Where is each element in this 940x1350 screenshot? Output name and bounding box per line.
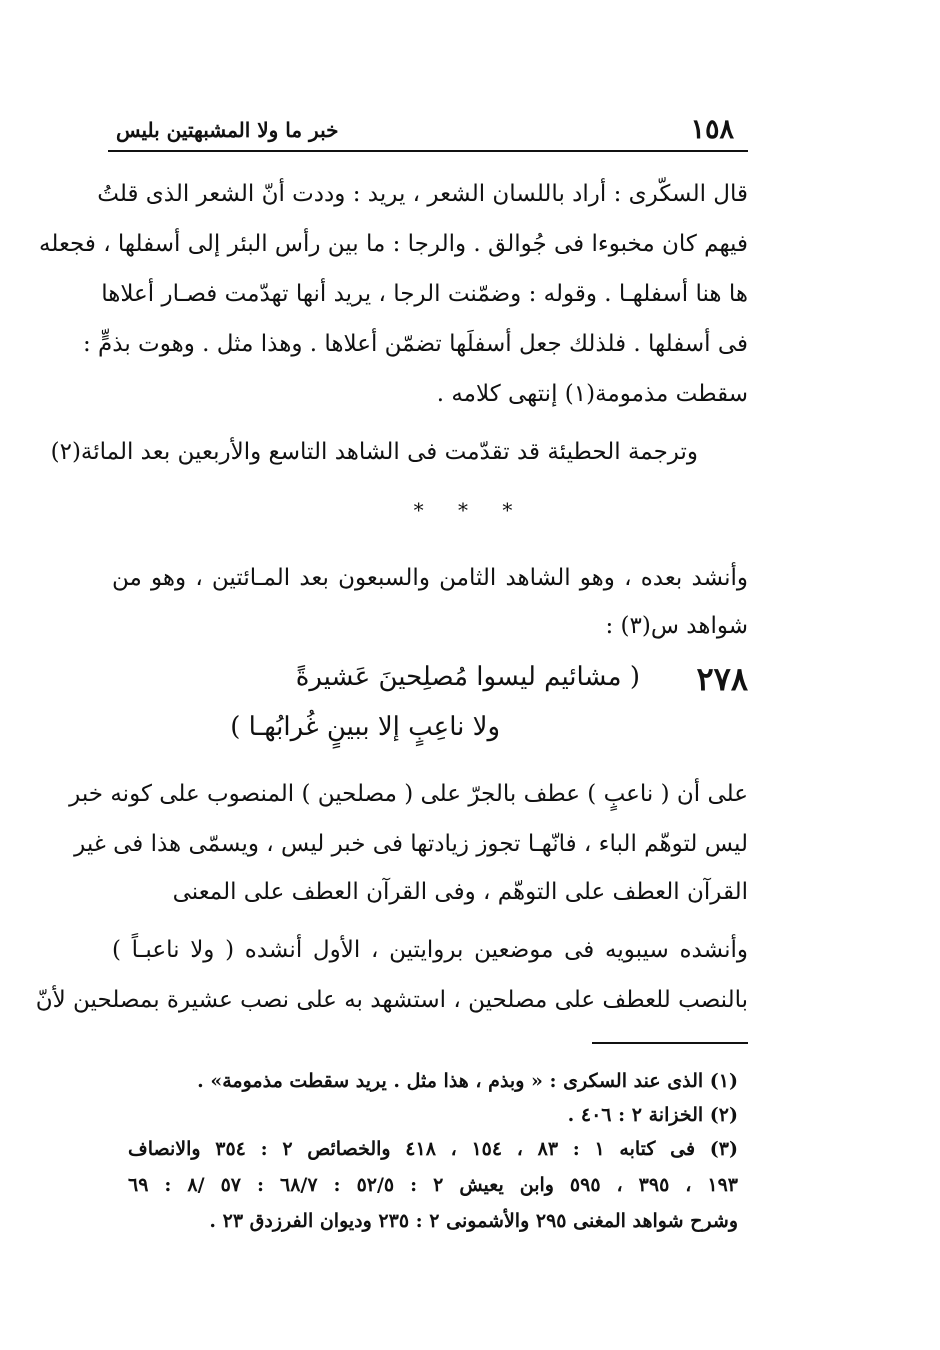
page-number: ١٥٨ [690, 114, 734, 145]
body-line: على أن ( ناعبٍ ) عطف بالجرّ على ( مصلحين ) المنصوب على كونه خبر [69, 781, 748, 807]
body-line: بالنصب للعطف على مصلحين ، استشهد به على نصب عشيرة بمصلحين لأنّ [35, 987, 748, 1013]
body-line: وأنشده سيبويه فى موضعين بروايتين ، الأول أنشده ( ولا ناعبـاً ) [112, 937, 748, 963]
verse-line-1: ( مشائيم ليسوا مُصلِحينَ عَشيرةً [295, 662, 640, 692]
body-line: ها هنا أسفلهـا . وقوله : وضمّنت الرجا ، يريد أنها تهدّمت فصـار أعلاها [101, 281, 748, 307]
header-rule [108, 150, 748, 152]
verse-number: ٢٧٨ [696, 660, 748, 698]
body-line: وأنشد بعده ، وهو الشاهد الثامن والسبعون بعد المـائتين ، وهو من [112, 565, 748, 591]
body-line: سقطت مذمومة(١) إنتهى كلامه . [436, 381, 748, 407]
body-line: شواهد س(٣) : [605, 613, 748, 639]
section-separator: * * * [413, 498, 527, 522]
body-line: فى أسفلها . فلذلك جعل أسفلَها تضمّن أعلاها . وهذا مثل . وهوت بذمٍّ : [82, 331, 748, 357]
body-line: قال السكّرى : أراد باللسان الشعر ، يريد : وددت أنّ الشعر الذى قلتُ [97, 181, 748, 207]
body-line: فيهم كان مخبوءا فى جُوالق . والرجا : ما بين رأس البئر إلى أسفلها ، فجعله [39, 231, 748, 257]
body-line: القرآن العطف على التوهّم ، وفى القرآن العطف على المعنى [172, 879, 748, 905]
footnote-line: (٣) فى كتابه ١ : ٨٣ ، ١٥٤ ، ٤١٨ والخصائص ٢ : ٣٥٤ والانصاف [128, 1138, 738, 1160]
footnote-rule [592, 1042, 748, 1044]
running-title: خبر ما ولا المشبهتين بليس [116, 118, 339, 142]
body-line: وترجمة الحطيئة قد تقدّمت فى الشاهد التاسع والأربعين بعد المائة(٢) [50, 439, 698, 465]
page-header [108, 108, 748, 148]
footnote-line: وشرح شواهد المغنى ٢٩٥ والأشمونى ٢ : ٢٣٥ وديوان الفرزدق ٢٣ . [209, 1210, 738, 1232]
footnote-line: (١) الذى عند السكرى : « وبذم ، هذا مثل . يريد سقطت مذمومة» . [197, 1070, 738, 1092]
body-line: ليس لتوهّم الباء ، فانّهـا تجوز زيادتها فى خبر ليس ، ويسمّى هذا فى غير [74, 831, 748, 857]
footnote-line: (٢) الخزانة ٢ : ٤٠٦ . [567, 1104, 738, 1126]
verse-line-2: ولا ناعِبٍ إلا ببينٍ غُرابُهـا ) [230, 712, 500, 742]
footnote-line: ١٩٣ ، ٣٩٥ ، ٥٩٥ وابن يعيش ٢ : ٥٢/٥ : ٦٨/٧ : ٥٧ /٨ : ٦٩ [128, 1174, 739, 1196]
